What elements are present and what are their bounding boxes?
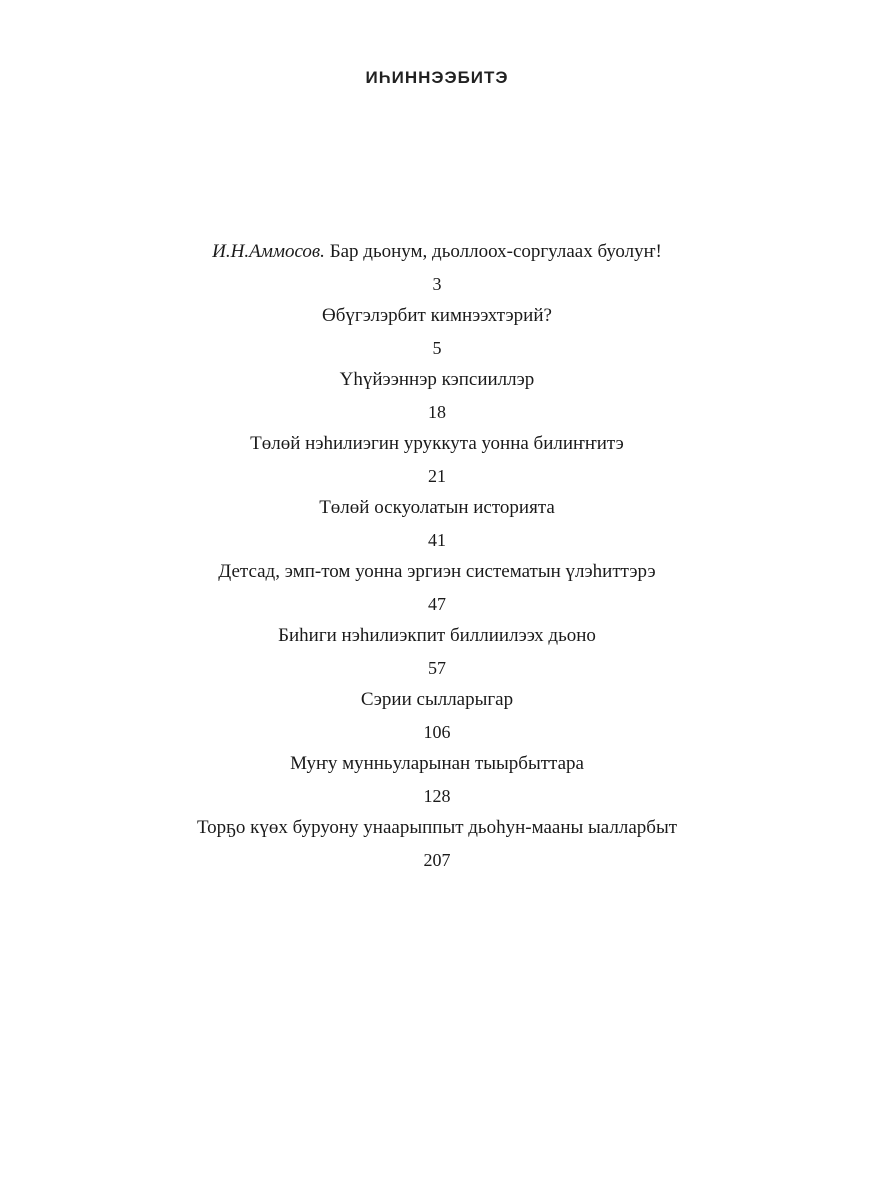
- toc-entry-title: [0, 236, 874, 268]
- toc-entry-page: 57: [428, 658, 446, 678]
- toc-entry: [0, 492, 874, 556]
- toc-entry-title: Муҥу мунньуларынан тыырбыттара: [290, 753, 584, 774]
- toc-entry-author: И.Н.Аммосов.: [212, 241, 325, 262]
- toc-entry-page: 41: [428, 530, 446, 550]
- toc-entry: [0, 556, 874, 620]
- toc-entry: [0, 812, 874, 876]
- toc-entry: [0, 364, 874, 428]
- toc-entry: [0, 236, 874, 300]
- toc-entry: [0, 428, 874, 492]
- toc-entry-title-text: Бар дьонум, дьоллоох-соргулаах буолуҥ!: [329, 241, 662, 262]
- toc-entry-title: Төлөй оскуолатын историята: [319, 497, 555, 518]
- toc-entry-title: Өбүгэлэрбит кимнээхтэрий?: [322, 305, 552, 326]
- toc-entry-page: 207: [423, 850, 451, 870]
- toc-entry-page: 5: [432, 338, 442, 358]
- page-title: ИҺИННЭЭБИТЭ: [365, 68, 509, 87]
- toc-entry: [0, 684, 874, 748]
- toc-entry-title: Төлөй нэһилиэгин уруккута уонна билиҥҥитэ: [250, 433, 624, 454]
- toc-entry-page: 18: [428, 402, 446, 422]
- toc-entry-page: 47: [428, 594, 446, 614]
- toc-entry-page: 128: [423, 786, 451, 806]
- toc-entry-page: 21: [428, 466, 446, 486]
- toc-entry-page: 106: [423, 722, 451, 742]
- toc-entry: [0, 300, 874, 364]
- toc-entry-title: Биһиги нэһилиэкпит биллиилээх дьоно: [278, 625, 596, 646]
- toc-entry-page: 3: [432, 274, 442, 294]
- toc-entry-title: Сэрии сылларыгар: [360, 689, 514, 710]
- toc-entry: [0, 620, 874, 684]
- toc-entry-title: Үһүйээннэр кэпсииллэр: [339, 369, 535, 390]
- toc-entry-title: Детсад, эмп-том уонна эргиэн систематын үлэһиттэрэ: [218, 561, 656, 582]
- toc-entry: [0, 748, 874, 812]
- toc-entry-title: Торҕо күөх буруону унаарыппыт дьоһун-мааны ыалларбыт: [196, 817, 678, 838]
- table-of-contents: [0, 236, 874, 876]
